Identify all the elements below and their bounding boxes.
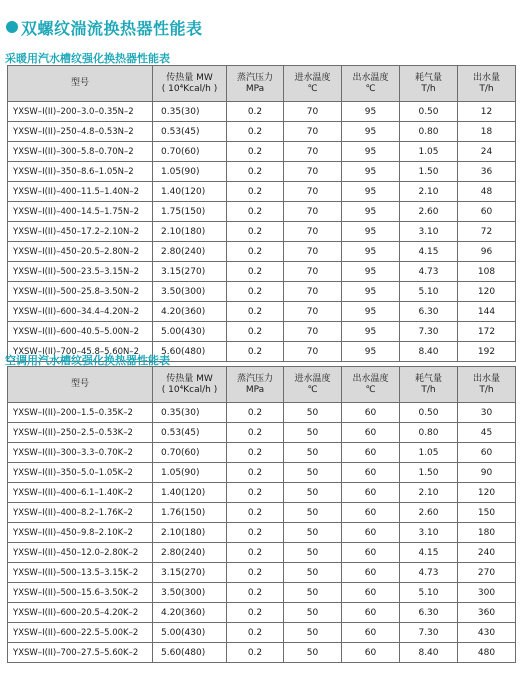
cell-model: YXSW–I(II)–350–8.6–1.05N–2 <box>8 162 153 182</box>
cell-steam-consumption: 2.10 <box>400 483 458 503</box>
cell-outlet-temp: 60 <box>342 443 400 463</box>
cell-outlet-temp: 60 <box>342 583 400 603</box>
cell-model: YXSW–I(II)–200–3.0–0.35N–2 <box>8 102 153 122</box>
cell-heat-transfer: 0.53(45) <box>153 122 227 142</box>
cell-inlet-temp: 50 <box>284 643 342 663</box>
cell-inlet-temp: 50 <box>284 443 342 463</box>
cell-outlet-temp: 60 <box>342 623 400 643</box>
cell-outlet-temp: 95 <box>342 282 400 302</box>
cell-steam-consumption: 3.10 <box>400 222 458 242</box>
cell-outlet-temp: 60 <box>342 563 400 583</box>
cell-inlet-temp: 50 <box>284 603 342 623</box>
cell-heat-transfer: 0.70(60) <box>153 142 227 162</box>
header-outlet-temp-unit: ℃ <box>365 384 376 395</box>
table-row <box>8 503 516 523</box>
header-outlet-temp-label: 出水温度 <box>352 373 389 384</box>
header-inlet-temp-unit: ℃ <box>307 83 318 94</box>
cell-water-output: 108 <box>458 262 516 282</box>
cell-steam-consumption: 1.50 <box>400 463 458 483</box>
cell-heat-transfer: 4.20(360) <box>153 302 227 322</box>
cell-water-output: 480 <box>458 643 516 663</box>
cell-steam-pressure: 0.2 <box>227 463 284 483</box>
cell-heat-transfer: 3.15(270) <box>153 262 227 282</box>
table-row <box>8 142 516 162</box>
table-row <box>8 222 516 242</box>
cell-steam-pressure: 0.2 <box>227 543 284 563</box>
table-row <box>8 563 516 583</box>
cell-inlet-temp: 70 <box>284 342 342 362</box>
cell-steam-consumption: 0.80 <box>400 122 458 142</box>
cell-steam-consumption: 6.30 <box>400 302 458 322</box>
cell-water-output: 144 <box>458 302 516 322</box>
header-water-output-unit: T/h <box>479 83 494 94</box>
heating-performance-table <box>7 65 516 362</box>
table-row <box>8 282 516 302</box>
cell-water-output: 430 <box>458 623 516 643</box>
cell-water-output: 90 <box>458 463 516 483</box>
cell-water-output: 180 <box>458 523 516 543</box>
cell-model: YXSW–I(II)–500–23.5–3.15N–2 <box>8 262 153 282</box>
header-heat-transfer <box>153 66 227 102</box>
header-steam-consumption <box>400 367 458 403</box>
header-water-output <box>458 367 516 403</box>
header-water-output-label: 出水量 <box>472 72 500 83</box>
cell-model: YXSW–I(II)–450–12.0–2.80K–2 <box>8 543 153 563</box>
cell-outlet-temp: 60 <box>342 543 400 563</box>
cell-steam-pressure: 0.2 <box>227 342 284 362</box>
cell-inlet-temp: 50 <box>284 543 342 563</box>
cell-steam-consumption: 5.10 <box>400 282 458 302</box>
cell-inlet-temp: 50 <box>284 483 342 503</box>
cell-inlet-temp: 50 <box>284 563 342 583</box>
cell-outlet-temp: 95 <box>342 142 400 162</box>
cell-heat-transfer: 3.15(270) <box>153 563 227 583</box>
cell-outlet-temp: 95 <box>342 322 400 342</box>
cell-model: YXSW–I(II)–450–17.2–2.10N–2 <box>8 222 153 242</box>
cell-steam-consumption: 1.50 <box>400 162 458 182</box>
cell-water-output: 120 <box>458 282 516 302</box>
cell-steam-pressure: 0.2 <box>227 222 284 242</box>
table2-title: 空调用汽水槽纹强化换热器性能表 <box>5 354 170 367</box>
cell-steam-pressure: 0.2 <box>227 202 284 222</box>
cell-heat-transfer: 5.00(430) <box>153 623 227 643</box>
table-row <box>8 643 516 663</box>
table-row <box>8 182 516 202</box>
header-steam-consumption <box>400 66 458 102</box>
header-heat-transfer-label: 传热量 MW <box>166 72 213 83</box>
cell-steam-pressure: 0.2 <box>227 483 284 503</box>
header-heat-transfer-unit: ( 10⁴Kcal/h ) <box>161 83 218 94</box>
table-row <box>8 322 516 342</box>
cell-outlet-temp: 60 <box>342 403 400 423</box>
table-row <box>8 583 516 603</box>
cell-water-output: 120 <box>458 483 516 503</box>
cell-steam-consumption: 5.10 <box>400 583 458 603</box>
cell-inlet-temp: 70 <box>284 122 342 142</box>
cell-water-output: 360 <box>458 603 516 623</box>
cell-steam-pressure: 0.2 <box>227 523 284 543</box>
cell-inlet-temp: 70 <box>284 102 342 122</box>
cell-inlet-temp: 70 <box>284 222 342 242</box>
cell-inlet-temp: 70 <box>284 322 342 342</box>
table-row <box>8 262 516 282</box>
cell-inlet-temp: 70 <box>284 302 342 322</box>
cell-outlet-temp: 95 <box>342 302 400 322</box>
cell-model: YXSW–I(II)–200–1.5–0.35K–2 <box>8 403 153 423</box>
table-row <box>8 202 516 222</box>
table-row <box>8 603 516 623</box>
cell-steam-consumption: 7.30 <box>400 623 458 643</box>
cell-heat-transfer: 1.40(120) <box>153 182 227 202</box>
cell-water-output: 270 <box>458 563 516 583</box>
header-steam-consumption-label: 耗气量 <box>414 72 442 83</box>
cell-water-output: 72 <box>458 222 516 242</box>
cell-inlet-temp: 50 <box>284 403 342 423</box>
cell-steam-pressure: 0.2 <box>227 162 284 182</box>
header-steam-pressure-unit: MPa <box>245 83 265 94</box>
header-outlet-temp-unit: ℃ <box>365 83 376 94</box>
header-steam-consumption-label: 耗气量 <box>414 373 442 384</box>
header-water-output <box>458 66 516 102</box>
cell-heat-transfer: 2.10(180) <box>153 523 227 543</box>
cell-water-output: 48 <box>458 182 516 202</box>
header-outlet-temp-label: 出水温度 <box>352 72 389 83</box>
header-model <box>8 367 153 403</box>
cell-steam-consumption: 2.10 <box>400 182 458 202</box>
cell-inlet-temp: 70 <box>284 262 342 282</box>
cell-heat-transfer: 1.40(120) <box>153 483 227 503</box>
header-steam-pressure-label: 蒸汽压力 <box>236 373 273 384</box>
cell-water-output: 96 <box>458 242 516 262</box>
table-row <box>8 403 516 423</box>
cell-outlet-temp: 60 <box>342 603 400 623</box>
table-row <box>8 523 516 543</box>
cell-inlet-temp: 70 <box>284 162 342 182</box>
cell-outlet-temp: 95 <box>342 182 400 202</box>
cell-model: YXSW–I(II)–500–15.6–3.50K–2 <box>8 583 153 603</box>
header-heat-transfer-label: 传热量 MW <box>166 373 213 384</box>
cell-steam-consumption: 4.15 <box>400 543 458 563</box>
header-outlet-temp <box>342 367 400 403</box>
header-steam-pressure <box>227 66 284 102</box>
cell-heat-transfer: 4.20(360) <box>153 603 227 623</box>
cell-heat-transfer: 1.76(150) <box>153 503 227 523</box>
header-steam-pressure <box>227 367 284 403</box>
cell-heat-transfer: 0.70(60) <box>153 443 227 463</box>
cell-water-output: 45 <box>458 423 516 443</box>
cell-heat-transfer: 1.75(150) <box>153 202 227 222</box>
cell-model: YXSW–I(II)–250–4.8–0.53N–2 <box>8 122 153 142</box>
ac-performance-table <box>7 366 516 663</box>
cell-steam-pressure: 0.2 <box>227 262 284 282</box>
cell-heat-transfer: 0.35(30) <box>153 102 227 122</box>
cell-steam-pressure: 0.2 <box>227 643 284 663</box>
cell-steam-pressure: 0.2 <box>227 623 284 643</box>
cell-model: YXSW–I(II)–400–8.2–1.76K–2 <box>8 503 153 523</box>
cell-inlet-temp: 50 <box>284 623 342 643</box>
cell-water-output: 12 <box>458 102 516 122</box>
header-steam-pressure-label: 蒸汽压力 <box>236 72 273 83</box>
cell-heat-transfer: 2.10(180) <box>153 222 227 242</box>
table-row <box>8 483 516 503</box>
cell-steam-consumption: 0.50 <box>400 102 458 122</box>
header-outlet-temp <box>342 66 400 102</box>
table-row <box>8 423 516 443</box>
table-row <box>8 122 516 142</box>
cell-model: YXSW–I(II)–700–27.5–5.60K–2 <box>8 643 153 663</box>
header-heat-transfer <box>153 367 227 403</box>
table1-header-row <box>8 66 516 102</box>
cell-model: YXSW–I(II)–300–3.3–0.70K–2 <box>8 443 153 463</box>
header-water-output-label: 出水量 <box>472 373 500 384</box>
table2-body <box>8 403 516 663</box>
cell-heat-transfer: 3.50(300) <box>153 583 227 603</box>
header-inlet-temp-label: 进水温度 <box>294 72 331 83</box>
cell-inlet-temp: 50 <box>284 583 342 603</box>
cell-outlet-temp: 95 <box>342 102 400 122</box>
cell-outlet-temp: 60 <box>342 463 400 483</box>
cell-heat-transfer: 1.05(90) <box>153 162 227 182</box>
cell-inlet-temp: 50 <box>284 523 342 543</box>
cell-inlet-temp: 70 <box>284 202 342 222</box>
table-row <box>8 463 516 483</box>
cell-steam-consumption: 1.05 <box>400 443 458 463</box>
cell-steam-pressure: 0.2 <box>227 603 284 623</box>
cell-heat-transfer: 2.80(240) <box>153 543 227 563</box>
cell-water-output: 172 <box>458 322 516 342</box>
cell-water-output: 18 <box>458 122 516 142</box>
table-row <box>8 302 516 322</box>
header-inlet-temp <box>284 66 342 102</box>
cell-water-output: 150 <box>458 503 516 523</box>
cell-steam-consumption: 7.30 <box>400 322 458 342</box>
table-row <box>8 102 516 122</box>
cell-inlet-temp: 70 <box>284 142 342 162</box>
cell-steam-pressure: 0.2 <box>227 302 284 322</box>
cell-steam-pressure: 0.2 <box>227 563 284 583</box>
cell-water-output: 240 <box>458 543 516 563</box>
cell-heat-transfer: 5.60(480) <box>153 643 227 663</box>
cell-steam-pressure: 0.2 <box>227 282 284 302</box>
cell-heat-transfer: 3.50(300) <box>153 282 227 302</box>
cell-steam-pressure: 0.2 <box>227 122 284 142</box>
cell-steam-pressure: 0.2 <box>227 242 284 262</box>
cell-water-output: 24 <box>458 142 516 162</box>
cell-steam-consumption: 3.10 <box>400 523 458 543</box>
cell-water-output: 36 <box>458 162 516 182</box>
header-water-output-unit: T/h <box>479 384 494 395</box>
cell-steam-consumption: 2.60 <box>400 503 458 523</box>
cell-inlet-temp: 50 <box>284 423 342 443</box>
cell-heat-transfer: 0.35(30) <box>153 403 227 423</box>
cell-steam-consumption: 6.30 <box>400 603 458 623</box>
cell-inlet-temp: 70 <box>284 282 342 302</box>
cell-heat-transfer: 1.05(90) <box>153 463 227 483</box>
header-model-label: 型号 <box>70 379 89 389</box>
cell-outlet-temp: 60 <box>342 483 400 503</box>
header-inlet-temp-label: 进水温度 <box>294 373 331 384</box>
cell-steam-consumption: 4.15 <box>400 242 458 262</box>
cell-heat-transfer: 2.80(240) <box>153 242 227 262</box>
table-row <box>8 242 516 262</box>
header-inlet-temp-unit: ℃ <box>307 384 318 395</box>
cell-heat-transfer: 5.00(430) <box>153 322 227 342</box>
cell-model: YXSW–I(II)–500–13.5–3.15K–2 <box>8 563 153 583</box>
cell-outlet-temp: 60 <box>342 643 400 663</box>
cell-water-output: 60 <box>458 443 516 463</box>
cell-outlet-temp: 60 <box>342 523 400 543</box>
table1-body <box>8 102 516 362</box>
cell-outlet-temp: 60 <box>342 423 400 443</box>
table2-header-row <box>8 367 516 403</box>
cell-model: YXSW–I(II)–400–11.5–1.40N–2 <box>8 182 153 202</box>
header-steam-pressure-unit: MPa <box>245 384 265 395</box>
cell-inlet-temp: 50 <box>284 503 342 523</box>
cell-steam-pressure: 0.2 <box>227 583 284 603</box>
bullet-dot-icon <box>6 21 18 33</box>
cell-model: YXSW–I(II)–500–25.8–3.50N–2 <box>8 282 153 302</box>
cell-inlet-temp: 50 <box>284 463 342 483</box>
cell-model: YXSW–I(II)–600–20.5–4.20K–2 <box>8 603 153 623</box>
cell-outlet-temp: 95 <box>342 222 400 242</box>
cell-steam-consumption: 8.40 <box>400 342 458 362</box>
page-title-text: 双螺纹湍流换热器性能表 <box>21 18 203 38</box>
cell-model: YXSW–I(II)–300–5.8–0.70N–2 <box>8 142 153 162</box>
cell-inlet-temp: 70 <box>284 242 342 262</box>
cell-model: YXSW–I(II)–700–45.8–5.60N–2 <box>8 342 153 362</box>
cell-steam-pressure: 0.2 <box>227 142 284 162</box>
cell-heat-transfer: 0.53(45) <box>153 423 227 443</box>
cell-steam-pressure: 0.2 <box>227 102 284 122</box>
cell-model: YXSW–I(II)–600–22.5–5.00K–2 <box>8 623 153 643</box>
cell-steam-pressure: 0.2 <box>227 443 284 463</box>
cell-outlet-temp: 95 <box>342 202 400 222</box>
cell-model: YXSW–I(II)–450–9.8–2.10K–2 <box>8 523 153 543</box>
table1-title: 采暖用汽水槽纹强化换热器性能表 <box>5 52 170 65</box>
cell-heat-transfer: 5.60(480) <box>153 342 227 362</box>
cell-steam-pressure: 0.2 <box>227 403 284 423</box>
cell-model: YXSW–I(II)–600–40.5–5.00N–2 <box>8 322 153 342</box>
cell-steam-consumption: 1.05 <box>400 142 458 162</box>
cell-inlet-temp: 70 <box>284 182 342 202</box>
cell-steam-consumption: 2.60 <box>400 202 458 222</box>
cell-outlet-temp: 95 <box>342 342 400 362</box>
table-row <box>8 162 516 182</box>
cell-outlet-temp: 60 <box>342 503 400 523</box>
page-title <box>6 16 203 38</box>
header-heat-transfer-unit: ( 10⁴Kcal/h ) <box>161 384 218 395</box>
table-row <box>8 543 516 563</box>
cell-water-output: 300 <box>458 583 516 603</box>
header-inlet-temp <box>284 367 342 403</box>
cell-water-output: 30 <box>458 403 516 423</box>
cell-steam-consumption: 0.50 <box>400 403 458 423</box>
cell-water-output: 192 <box>458 342 516 362</box>
cell-outlet-temp: 95 <box>342 162 400 182</box>
cell-steam-pressure: 0.2 <box>227 322 284 342</box>
cell-steam-pressure: 0.2 <box>227 182 284 202</box>
cell-steam-pressure: 0.2 <box>227 423 284 443</box>
cell-model: YXSW–I(II)–250–2.5–0.53K–2 <box>8 423 153 443</box>
header-steam-consumption-unit: T/h <box>421 384 436 395</box>
cell-model: YXSW–I(II)–400–14.5–1.75N–2 <box>8 202 153 222</box>
header-model-label: 型号 <box>70 78 89 88</box>
cell-steam-consumption: 0.80 <box>400 423 458 443</box>
header-model <box>8 66 153 102</box>
cell-outlet-temp: 95 <box>342 122 400 142</box>
table-row <box>8 623 516 643</box>
cell-model: YXSW–I(II)–450–20.5–2.80N–2 <box>8 242 153 262</box>
cell-model: YXSW–I(II)–600–34.4–4.20N–2 <box>8 302 153 322</box>
table-row <box>8 443 516 463</box>
cell-steam-pressure: 0.2 <box>227 503 284 523</box>
header-steam-consumption-unit: T/h <box>421 83 436 94</box>
cell-steam-consumption: 4.73 <box>400 262 458 282</box>
cell-steam-consumption: 4.73 <box>400 563 458 583</box>
cell-model: YXSW–I(II)–350–5.0–1.05K–2 <box>8 463 153 483</box>
cell-outlet-temp: 95 <box>342 262 400 282</box>
cell-outlet-temp: 95 <box>342 242 400 262</box>
cell-model: YXSW–I(II)–400–6.1–1.40K–2 <box>8 483 153 503</box>
cell-water-output: 60 <box>458 202 516 222</box>
cell-steam-consumption: 8.40 <box>400 643 458 663</box>
